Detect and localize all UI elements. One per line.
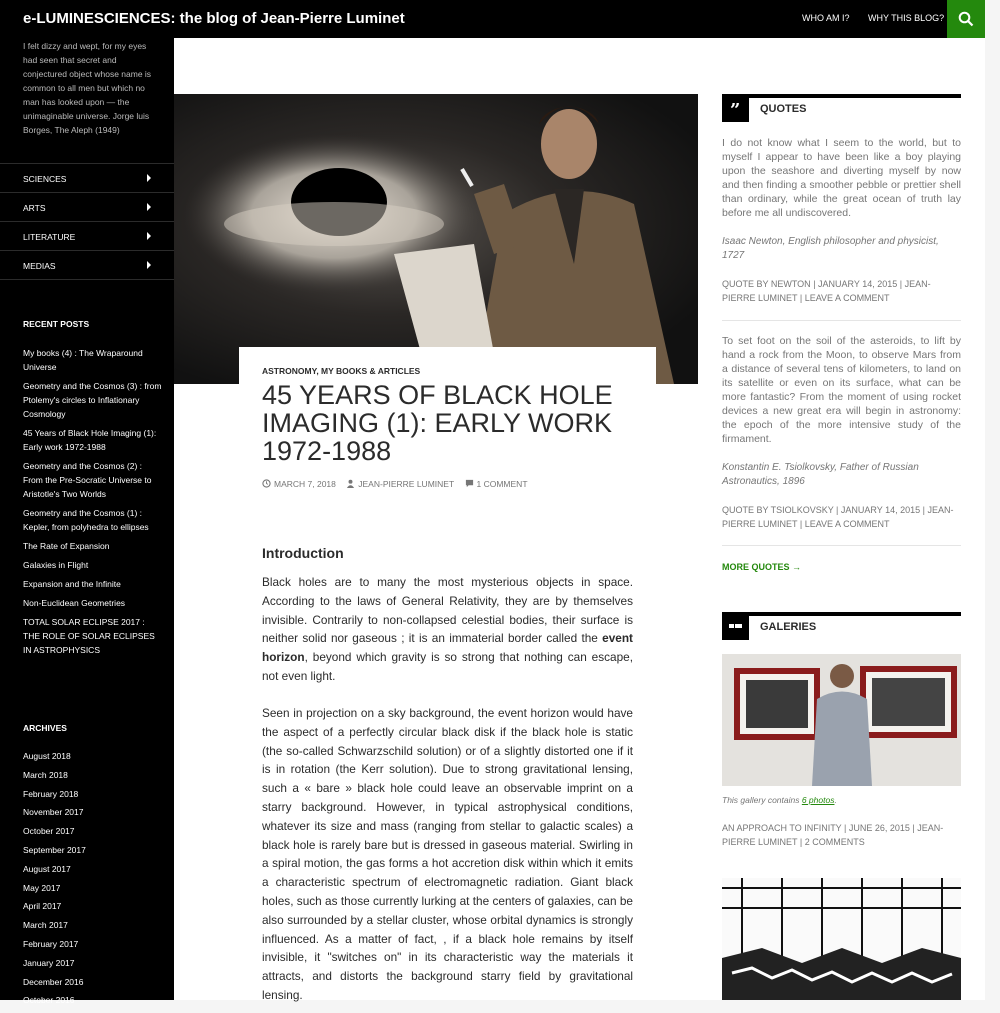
menu-label: MEDIAS xyxy=(23,261,56,271)
quote-by-link[interactable]: QUOTE BY NEWTON xyxy=(722,279,811,289)
divider xyxy=(722,545,961,546)
bold-term: event horizon xyxy=(262,631,633,665)
archive-link[interactable]: February 2018 xyxy=(23,788,79,799)
category-link[interactable]: ASTRONOMY xyxy=(262,366,317,376)
gallery-title-link[interactable]: AN APPROACH TO INFINITY xyxy=(722,823,842,833)
paragraph xyxy=(262,573,633,686)
menu-item-sciences[interactable] xyxy=(0,163,174,192)
quote-author-link[interactable]: JEAN-PIERRE LUMINET xyxy=(722,279,931,303)
site-header xyxy=(0,0,985,38)
menu-label: LITERATURE xyxy=(23,232,76,242)
post-title[interactable]: 45 YEARS OF BLACK HOLE IMAGING (1): EARLY WORK 1972-1988 xyxy=(262,380,613,466)
menu-item-literature[interactable] xyxy=(0,221,174,250)
archive-link[interactable]: April 2017 xyxy=(23,901,62,912)
quote-author-link[interactable]: JEAN-PIERRE LUMINET xyxy=(722,505,954,529)
recent-posts-title: RECENT POSTS xyxy=(23,319,90,329)
recent-post-link[interactable]: The Rate of Expansion xyxy=(23,541,110,551)
archive-link[interactable]: August 2017 xyxy=(23,863,71,874)
category-link[interactable]: MY BOOKS & ARTICLES xyxy=(321,366,421,376)
quote-by-link[interactable]: QUOTE BY TSIOLKOVSKY xyxy=(722,505,834,515)
post-categories: ASTRONOMY, MY BOOKS & ARTICLES xyxy=(262,366,421,376)
archive-link[interactable]: October 2017 xyxy=(23,826,75,837)
menu-item-arts[interactable] xyxy=(0,192,174,221)
recent-post-link[interactable]: Geometry and the Cosmos (1) : Kepler, from polyhedra to ellipses xyxy=(23,508,149,532)
svg-text:”: ” xyxy=(730,100,741,121)
galleries-widget-title[interactable]: GALERIES xyxy=(760,621,817,633)
gallery-caption xyxy=(722,795,837,805)
post-meta xyxy=(262,479,536,489)
menu-label: SCIENCES xyxy=(23,174,67,184)
widget-title-bar xyxy=(722,94,961,98)
post-comments-text: 1 COMMENT xyxy=(476,479,528,489)
comment-icon xyxy=(465,479,474,488)
archive-link[interactable]: March 2018 xyxy=(23,769,68,780)
gallery-meta: AN APPROACH TO INFINITY | JUNE 26, 2015 | JEAN-PIERRE LUMINET | 2 COMMENTS xyxy=(722,823,944,847)
chevron-right-icon xyxy=(147,174,151,182)
post-author[interactable] xyxy=(346,479,454,489)
more-quotes-link[interactable]: MORE QUOTES → xyxy=(722,562,802,572)
quote-date-link[interactable]: JANUARY 14, 2015 xyxy=(840,505,921,515)
section-heading: Introduction xyxy=(262,545,344,561)
menu-item-medias[interactable] xyxy=(0,250,174,279)
archive-link[interactable]: August 2018 xyxy=(23,751,71,761)
gallery-photo xyxy=(722,878,961,1000)
archives-title: ARCHIVES xyxy=(23,723,67,733)
gallery-image[interactable] xyxy=(722,654,961,786)
recent-post-link[interactable]: Galaxies in Flight xyxy=(23,560,89,570)
quote-icon xyxy=(722,95,749,122)
paragraph-text: Black holes are to many the most mysterious objects in space. According to the laws of General Relativity, they are by themselves invisible. Contrarily to non-collapsed celestial bodies, their surface is neither solid nor gaseous ; it is an immaterial border called the xyxy=(262,575,633,646)
search-button[interactable] xyxy=(947,0,985,38)
archives-list xyxy=(23,750,163,1013)
caption-text: . xyxy=(834,795,837,805)
site-title[interactable]: e-LUMINESCIENCES: the blog of Jean-Pierre Luminet xyxy=(23,10,405,27)
chevron-right-icon xyxy=(147,203,151,211)
archive-link[interactable]: December 2016 xyxy=(23,976,84,987)
gallery-photos-link[interactable]: 6 photos xyxy=(801,795,835,805)
gallery-date-link[interactable]: JUNE 26, 2015 xyxy=(848,823,910,833)
paragraph-text: , beyond which gravity is so strong that nothing can escape, not even light. xyxy=(262,650,633,683)
gallery-author-link[interactable]: JEAN-PIERRE LUMINET xyxy=(722,823,944,847)
nav-who-am-i[interactable]: WHO AM I? xyxy=(802,13,850,23)
primary-menu xyxy=(0,163,174,280)
divider xyxy=(722,320,961,321)
nav-why-this-blog[interactable]: WHY THIS BLOG? xyxy=(868,13,945,23)
recent-post-link[interactable]: Geometry and the Cosmos (2) : From the Pre-Socratic Universe to Aristotle's Two Worlds xyxy=(23,461,152,499)
post-author-text: JEAN-PIERRE LUMINET xyxy=(358,479,455,489)
quote-text: I do not know what I seem to the world, but to myself I appear to have been like a boy playing upon the seashore and diverting myself by now and then finding a smoother pebble or prettier shell than ordinary, while the great ocean of truth lay before me all undiscovered. xyxy=(722,137,961,219)
recent-post-link[interactable]: Non-Euclidean Geometries xyxy=(23,598,126,608)
recent-post-link[interactable]: My books (4) : The Wraparound Universe xyxy=(23,348,143,372)
gallery-photo xyxy=(722,654,961,786)
left-sidebar xyxy=(0,38,174,1006)
gallery-image[interactable] xyxy=(722,878,961,1000)
post-comments-link[interactable] xyxy=(465,479,528,489)
archive-link[interactable]: February 2017 xyxy=(23,938,79,949)
quotes-widget-title[interactable]: QUOTES xyxy=(760,103,807,115)
post-date[interactable] xyxy=(262,479,336,489)
quote-author: Isaac Newton, English philosopher and physicist, 1727 xyxy=(722,236,939,261)
gallery-comments-link[interactable]: 2 COMMENTS xyxy=(804,837,865,847)
quote-meta: QUOTE BY NEWTON | JANUARY 14, 2015 | JEAN-PIERRE LUMINET | LEAVE A COMMENT xyxy=(722,279,931,303)
caption-text: This gallery contains xyxy=(722,795,802,805)
quote-author: Konstantin E. Tsiolkovsky, Father of Russian Astronautics, 1896 xyxy=(722,462,919,487)
menu-label: ARTS xyxy=(23,203,46,213)
black-hole-photo xyxy=(174,94,698,384)
gallery-icon xyxy=(722,613,749,640)
quote-text: To set foot on the soil of the asteroids, to lift by hand a rock from the Moon, to observe Mars from a distance of several tens of kilometers, to land on its satellite or even on its surface, what can be more fantastic? From the moment of using rocket devices a new great era will begin in astronomy: the epoch of the more intensive study of the firmament. xyxy=(722,335,961,445)
paragraph: Seen in projection on a sky background, the event horizon would have the aspect of a perfectly circular black disk if the black hole is static (the so-called Schwarzschild solution) or of a slightly distorted one if it is in rotation (the Kerr solution). Due to strong gravitational lensing, such a « bare » black hole could leave an observable imprint on a starry background. However, in typical astrophysical conditions, whatever its size and mass (ranging from stellar to galactic scales) a black hole is rarely bare but is dressed in gaseous material. Swirling in a spiral motion, the gas forms a hot accretion disk within which it emits a characteristic spectrum of electromagnetic radiation. Giant black holes, such as those currently lurking at the centers of galaxies, can be also surrounded by a stellar cluster, whose orbital dynamics is strongly influenced. As a matter of fact, , if a black hole remains by itself invisible, it "switches on" in its characteristic way the materials it attracts, and distorts the background starry field by gravitational lensing. xyxy=(262,706,633,1002)
featured-image[interactable] xyxy=(174,94,698,384)
widget-title-bar xyxy=(722,612,961,616)
archive-link[interactable]: May 2017 xyxy=(23,882,61,893)
menu-divider xyxy=(0,279,174,280)
post-date-text: MARCH 7, 2018 xyxy=(274,479,336,489)
chevron-right-icon xyxy=(147,232,151,240)
archive-link[interactable]: January 2017 xyxy=(23,957,75,968)
search-icon xyxy=(958,11,974,27)
archive-link[interactable]: September 2017 xyxy=(23,844,86,855)
archive-link[interactable]: November 2017 xyxy=(23,807,84,818)
leave-comment-link[interactable]: LEAVE A COMMENT xyxy=(804,293,890,303)
leave-comment-link[interactable]: LEAVE A COMMENT xyxy=(804,519,890,529)
recent-post-link[interactable]: 45 Years of Black Hole Imaging (1): Early work 1972-1988 xyxy=(23,428,157,452)
quote-date-link[interactable]: JANUARY 14, 2015 xyxy=(818,279,898,289)
clock-icon xyxy=(262,479,271,488)
chevron-right-icon xyxy=(147,261,151,269)
archive-link[interactable]: March 2017 xyxy=(23,920,68,931)
article xyxy=(239,347,656,1000)
archive-link[interactable]: October 2016 xyxy=(23,995,75,1006)
recent-post-link[interactable]: Geometry and the Cosmos (3) : from Ptolemy's circles to Inflationary Cosmology xyxy=(23,381,162,419)
recent-post-link[interactable]: TOTAL SOLAR ECLIPSE 2017 : THE ROLE OF SOLAR ECLIPSES IN ASTROPHYSICS xyxy=(23,617,155,655)
site-tagline: I felt dizzy and wept, for my eyes had seen that secret and conjectured object whose name is common to all men but which no man has looked upon — the unimaginable universe. Jorge luis Borges, The Aleph (1949) xyxy=(23,41,152,135)
recent-posts-list xyxy=(23,346,163,662)
quote-meta: QUOTE BY TSIOLKOVSKY | JANUARY 14, 2015 | JEAN-PIERRE LUMINET | LEAVE A COMMENT xyxy=(722,505,954,529)
recent-post-link[interactable]: Expansion and the Infinite xyxy=(23,579,121,589)
user-icon xyxy=(346,479,355,488)
